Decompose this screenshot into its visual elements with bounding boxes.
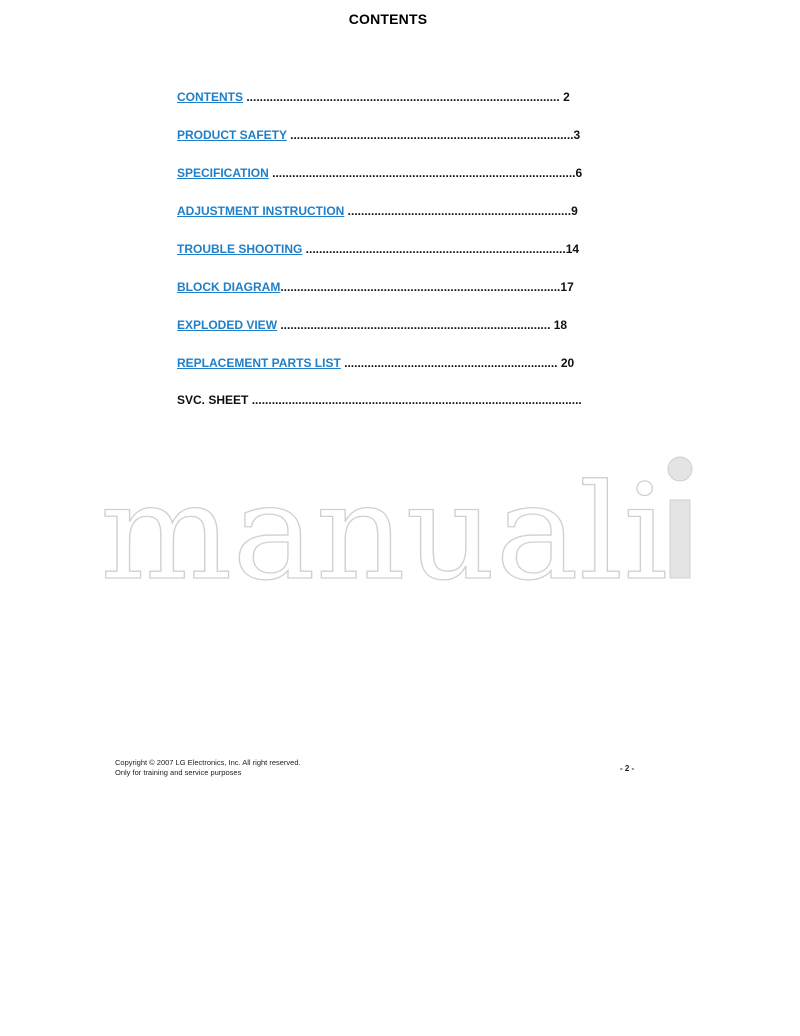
watermark-i-stem (670, 500, 690, 578)
toc-leader-dots: ................................................................................................... (248, 393, 582, 407)
toc-link-specification[interactable]: SPECIFICATION (177, 166, 269, 180)
toc-link-contents[interactable]: CONTENTS (177, 90, 243, 104)
toc-leader-dots: ........................................................................................... (268, 166, 576, 180)
watermark-i-dot (668, 457, 692, 481)
toc-leader-dots: ................................................................................. (277, 318, 551, 332)
toc-entry-block-diagram[interactable] (177, 279, 574, 295)
toc-leader-dots: .............................................................................................. (243, 90, 560, 104)
toc-entry-specification[interactable] (177, 165, 582, 181)
toc-page-number: 9 (571, 204, 578, 218)
toc-leader-dots: ................................................................ (340, 356, 558, 370)
toc-page-number: 18 (550, 318, 568, 332)
toc-entry-adjustment-instruction[interactable] (177, 203, 578, 219)
watermark-logo (100, 450, 700, 590)
toc-leader-dots: .............................................................................. (302, 242, 566, 256)
toc-link-adjustment-instruction[interactable]: ADJUSTMENT INSTRUCTION (177, 204, 345, 218)
toc-link-exploded-view[interactable]: EXPLODED VIEW (177, 318, 278, 332)
toc-link-product-safety[interactable]: PRODUCT SAFETY (177, 128, 287, 142)
toc-page-number: 14 (565, 242, 580, 256)
watermark-text: manuali (100, 456, 668, 590)
toc-leader-dots: ..................................................................................... (286, 128, 574, 142)
toc-leader-dots: .................................................................................... (280, 280, 561, 294)
toc-entry-svc-sheet (177, 392, 582, 408)
toc-entry-trouble-shooting[interactable] (177, 241, 579, 257)
toc-entry-replacement-parts-list[interactable] (177, 355, 574, 371)
footer-copyright (115, 758, 301, 778)
toc-entry-exploded-view[interactable] (177, 317, 567, 333)
purpose-line: Only for training and service purposes (115, 768, 242, 777)
page-title: CONTENTS (348, 11, 428, 27)
toc-leader-dots: ................................................................... (344, 204, 572, 218)
toc-page-number: 6 (575, 166, 583, 180)
toc-label-svc-sheet: SVC. SHEET (177, 393, 249, 407)
toc-page-number: 20 (557, 356, 575, 370)
toc-page-number: 2 (559, 90, 570, 104)
copyright-line: Copyright © 2007 LG Electronics, Inc. All right reserved. (115, 758, 301, 767)
toc-entry-contents[interactable] (177, 89, 570, 105)
toc-entry-product-safety[interactable] (177, 127, 580, 143)
footer-page-number: - 2 - (620, 764, 635, 773)
toc-page-number: 3 (573, 128, 581, 142)
toc-link-block-diagram[interactable]: BLOCK DIAGRAM (177, 280, 281, 294)
toc-link-replacement-parts-list[interactable]: REPLACEMENT PARTS LIST (177, 356, 341, 370)
toc-link-trouble-shooting[interactable]: TROUBLE SHOOTING (177, 242, 303, 256)
toc-page-number: 17 (560, 280, 574, 294)
